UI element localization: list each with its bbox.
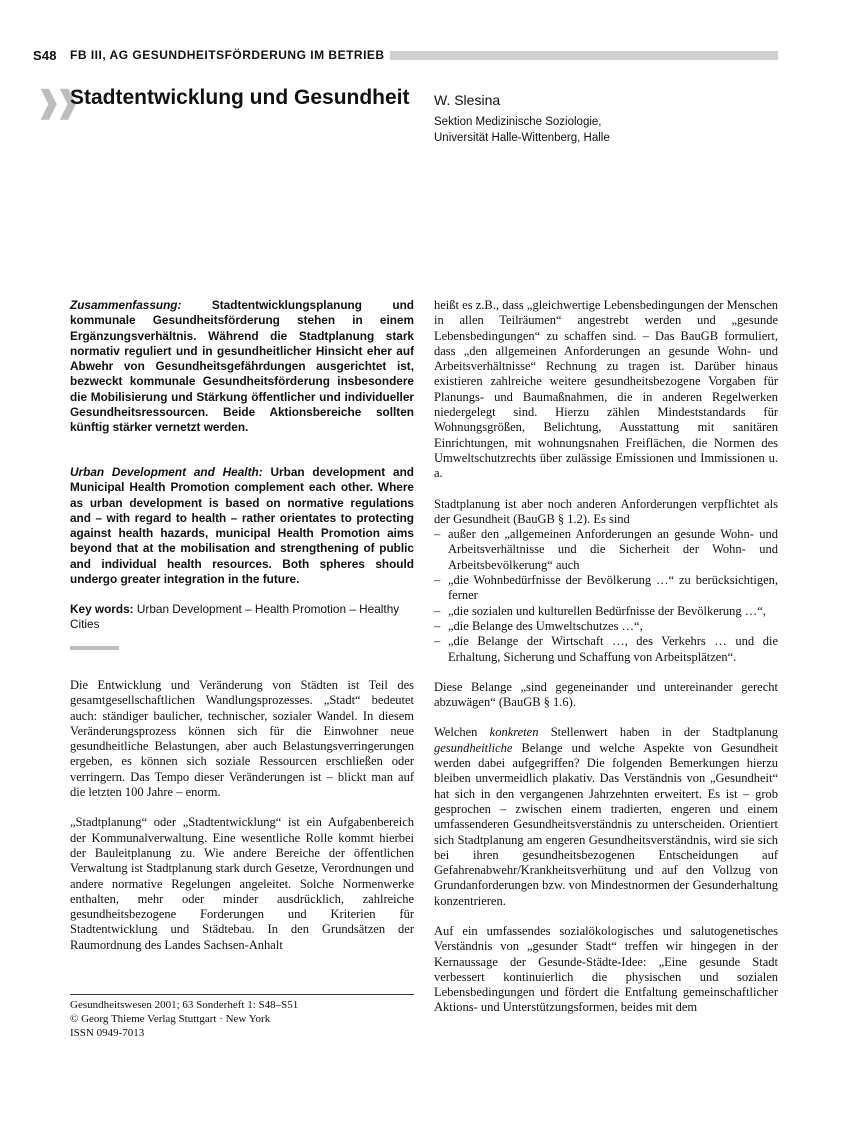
body-paragraph: Diese Belange „sind gegeneinander und untereinander gerecht abzuwägen“ (BauGB § 1.6). bbox=[434, 679, 778, 710]
footer-rule bbox=[70, 994, 414, 995]
abstract-english-text: Urban development and Municipal Health Promotion complement each other. Where as urban development is based on normative regulations and – with regard to health – rather orientates to protecting against health hazards, municipal Health Promotion aims beyond that at the mobilisation and strengthening of public and individual health resources. Both spheres should undergo greater integration in the future. bbox=[70, 465, 415, 587]
text-run: Belange und welche Aspekte von Gesundheit werden dabei aufgegriffen? Die folgenden Bemerkungen hierzu bleiben unvermeidlich plakativ. Das Verständnis von „Gesundheit“ hat sich in den vergangenen Jahrzehnten erweitert. Es ist – grob gesprochen – zwischen einem tradierten, engeren und einem umfassenderen Gesundheitsverständnis zu unterscheiden. Orientiert sich Stadtplanung am engeren Gesundheitsverständnis, wird sie sich bei ihren gesundheitsbezogenen Entscheidungen auf Gefahrenabwehr/Krankheitsverhütung und auf den Vollzug von Grundanforderungen bzw. von Mindestnormen der Gesunderhaltung konzentrieren. bbox=[434, 740, 778, 908]
chevron-icon: ❱❱ bbox=[36, 86, 75, 119]
header-rule bbox=[390, 51, 778, 60]
abstract-german-label: Zusammenfassung: bbox=[70, 298, 182, 312]
requirements-list bbox=[434, 527, 778, 665]
keywords bbox=[70, 602, 414, 633]
author-affiliation bbox=[434, 114, 610, 146]
emphasis: konkreten bbox=[489, 725, 539, 740]
body-left-column bbox=[70, 678, 414, 953]
list-item: – außer den „allgemeinen Anforderungen an gesunde Wohn- und Arbeitsverhältnisse und die Sicherheit der Wohn- und Arbeitsbevölkerung“ auch bbox=[434, 527, 778, 573]
body-paragraph: heißt es z.B., dass „gleichwertige Lebensbedingungen der Menschen in allen Teilräumen“ angestrebt werden und „gesunde Lebensbedingungen“ zu schaffen sind. – Das BauGB formuliert, dass „den allgemeinen Anforderungen an gesunde Wohn- und Arbeitsverhältnisse“ Rechnung zu tragen ist. Darüber hinaus existieren zahlreiche weitere gesundheitsbezogene Vorgaben für Planungs- und Baumaßnahmen, die in anderen Regelwerken niedergelegt sind. Hierzu zählen Mindeststandards für Wohnungsgrößen, Belichtung, Ausstattung mit sanitären Einrichtungen, mit wohnungsnahen Freiflächen, die Normen des Umweltschutzrechts über zulässige Emissionen und Immissionen u. a. bbox=[434, 298, 778, 481]
body-paragraph: Die Entwicklung und Veränderung von Städten ist Teil des gesamtgesellschaftlichen Wandlungsprozesses. „Stadt“ bedeutet auch: ständiger baulicher, technischer, sozialer Wandel. In diesem Veränderungsprozess können sich für die Einwohner neue gesundheitliche Belastungen, aber auch Belastungsverringerungen ergeben, es können sich soziale Ressourcen erschließen oder verringern. Das Tempo dieser Veränderungen ist – blickt man auf die letzten 100 Jahre – enorm. bbox=[70, 678, 414, 800]
list-item: – „die Belange der Wirtschaft …, des Verkehrs … und die Erhaltung, Sicherung und Schaffung von Arbeitsplätzen“. bbox=[434, 634, 778, 665]
text-run: Stellenwert haben in der Stadtplanung bbox=[538, 725, 778, 740]
abstract-english-label: Urban Development and Health: bbox=[70, 465, 263, 479]
list-item: – „die sozialen und kulturellen Bedürfnisse der Bevölkerung …“, bbox=[434, 604, 778, 619]
body-paragraph: Auf ein umfassendes sozialökologisches und salutogenetisches Verständnis von „gesunder Stadt“ treffen wir hingegen in der Kernaussage der Gesunde-Städte-Idee: „Eine gesunde Stadt verbessert kontinuierlich die physischen und sozialen Lebensbedingungen und fördert die Entfaltung gemeinschaftlicher Aktions- und Unterstützungsformen, beides mit dem bbox=[434, 923, 778, 1015]
abstract-separator bbox=[70, 646, 119, 650]
section-header: FB III, AG GESUNDHEITSFÖRDERUNG IM BETRIEB bbox=[70, 48, 385, 62]
author-name: W. Slesina bbox=[434, 92, 501, 108]
affiliation-line: Sektion Medizinische Soziologie, bbox=[434, 116, 602, 128]
body-paragraph bbox=[434, 725, 778, 909]
abstract-german-text: Stadtentwicklungsplanung und kommunale Gesundheitsförderung stehen in einem Ergänzungsverhältnis. Während die Stadtplanung stark normativ reguliert und in gesundheitlicher Hinsicht eher auf Abwehr von Gesundheitsgefährdungen ausgerichtet ist, bezweckt kommunale Gesundheitsförderung insbesondere die Mobilisierung und Stärkung öffentlicher und individueller Gesundheitsressourcen. Beide Aktionsbereiche sollten künftig stärker vernetzt werden. bbox=[70, 298, 415, 435]
abstract-german bbox=[70, 298, 414, 436]
citation-footer bbox=[70, 998, 298, 1040]
affiliation-line: Universität Halle-Wittenberg, Halle bbox=[434, 132, 610, 144]
keywords-text: Urban Development – Health Promotion – Healthy Cities bbox=[70, 602, 400, 632]
citation-line: Gesundheitswesen 2001; 63 Sonderheft 1: S48–S51 bbox=[70, 999, 299, 1011]
list-item: – „die Belange des Umweltschutzes …“, bbox=[434, 619, 778, 634]
text-run: Welchen bbox=[434, 725, 490, 740]
article-title: Stadtentwicklung und Gesundheit bbox=[70, 86, 410, 109]
page-number: S48 bbox=[33, 48, 57, 63]
abstract-english bbox=[70, 465, 414, 587]
emphasis: gesundheitliche bbox=[434, 740, 513, 755]
copyright-line: © Georg Thieme Verlag Stuttgart · New York bbox=[70, 1013, 271, 1025]
body-paragraph: Stadtplanung ist aber noch anderen Anforderungen verpflichtet als der Gesundheit (BauGB § 1.2). Es sind bbox=[434, 496, 778, 526]
list-item: – „die Wohnbedürfnisse der Bevölkerung …“ zu berücksichtigen, ferner bbox=[434, 573, 778, 604]
body-right-column bbox=[434, 298, 778, 1016]
issn-line: ISSN 0949-7013 bbox=[70, 1027, 145, 1039]
keywords-label: Key words: bbox=[70, 602, 134, 616]
body-paragraph: „Stadtplanung“ oder „Stadtentwicklung“ ist ein Aufgabenbereich der Kommunalverwaltung. Eine wesentliche Rolle kommt hierbei der Bauleitplanung zu. Wie andere Bereiche der öffentlichen Verwaltung ist Stadtplanung stark durch Gesetze, Verordnungen und andere normative Regelungen angeleitet. Solche Normenwerke enthalten, mehr oder minder ausdrücklich, zahlreiche gesundheitsbezogene Forderungen und Kriterien für Stadtentwicklung und Städtebau. In den Grundsätzen der Raumordnung des Landes Sachsen-Anhalt bbox=[70, 815, 414, 952]
